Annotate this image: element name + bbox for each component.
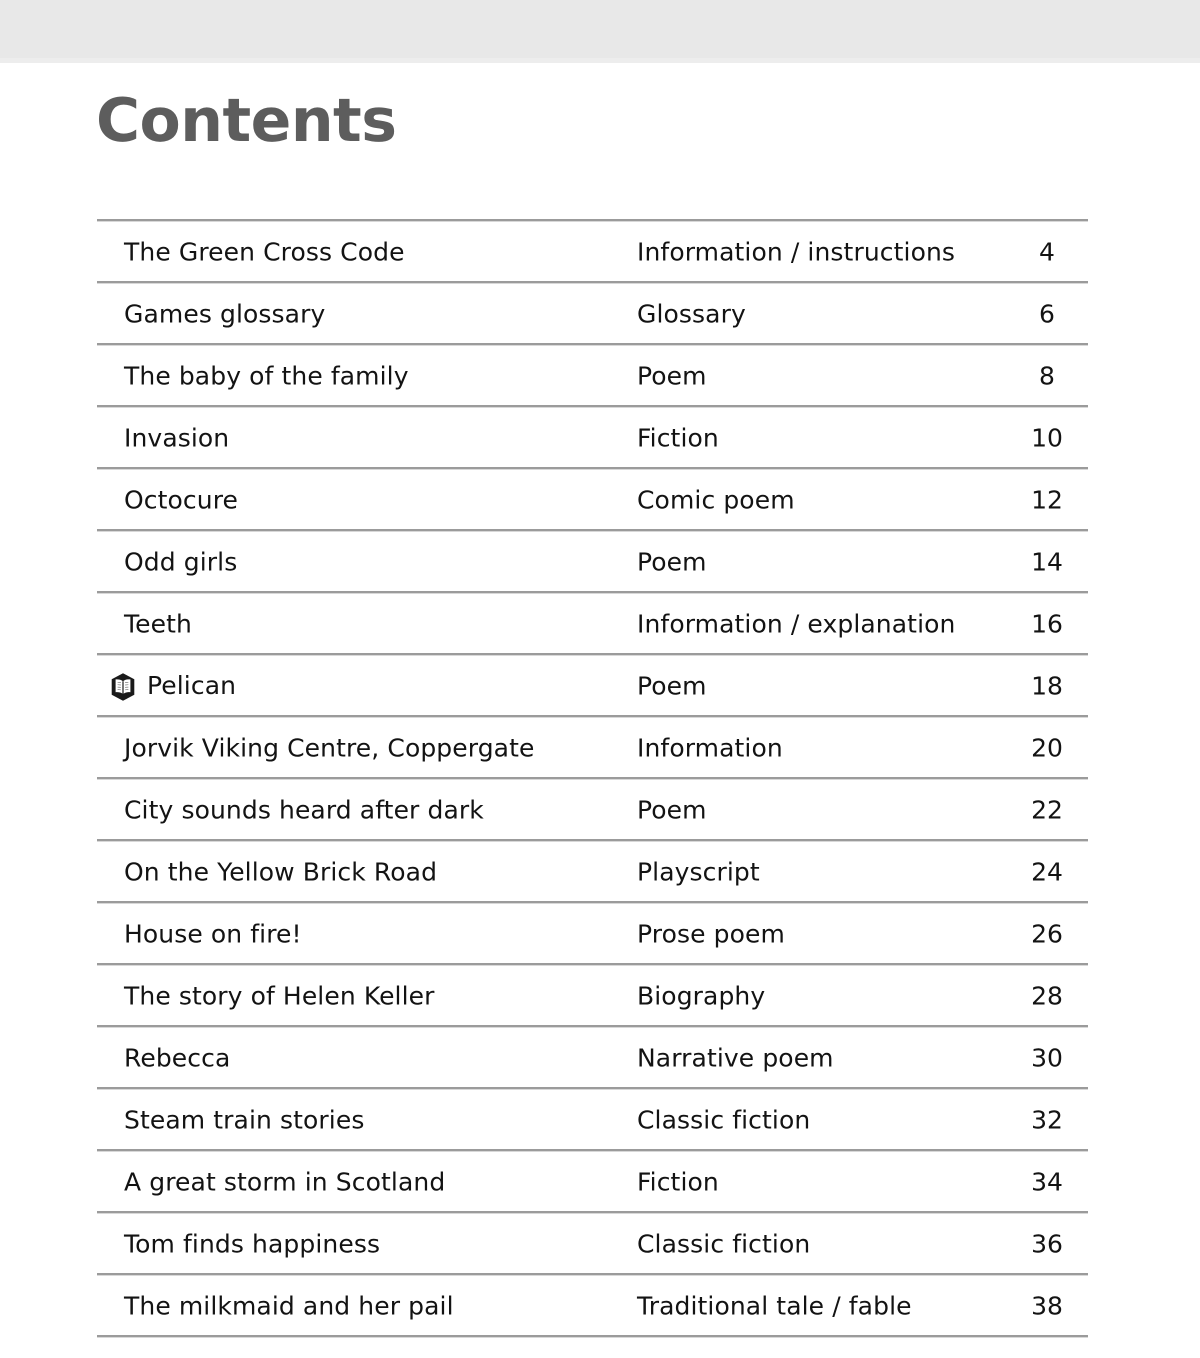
toc-entry-title-text: Pelican — [147, 671, 237, 700]
table-of-contents — [97, 219, 1088, 1338]
toc-entry-page-number: 14 — [1031, 547, 1063, 576]
toc-entry-genre: Poem — [637, 547, 707, 576]
toc-entry-title-text: The baby of the family — [124, 361, 409, 390]
toc-entry-genre: Fiction — [637, 1167, 719, 1196]
toc-entry-page-number: 28 — [1031, 981, 1063, 1010]
toc-entry-genre: Classic fiction — [637, 1229, 811, 1258]
table-row[interactable] — [97, 532, 1088, 591]
toc-entry-title — [124, 733, 534, 762]
toc-entry-title-text: Jorvik Viking Centre, Coppergate — [124, 733, 535, 762]
toc-entry-title — [124, 1043, 230, 1072]
toc-entry-title — [124, 1229, 380, 1258]
toc-entry-genre: Poem — [637, 795, 707, 824]
toc-entry-title-text: On the Yellow Brick Road — [124, 857, 438, 886]
table-row[interactable] — [97, 904, 1088, 963]
toc-entry-genre: Poem — [637, 361, 707, 390]
toc-entry-genre: Biography — [637, 981, 766, 1010]
toc-entry-title — [108, 671, 236, 701]
toc-entry-page-number: 10 — [1031, 423, 1063, 452]
toc-entry-title — [124, 1291, 454, 1320]
toc-entry-genre: Classic fiction — [637, 1105, 811, 1134]
document-page — [0, 63, 1200, 1358]
toc-entry-title — [124, 1105, 364, 1134]
toc-entry-title — [124, 237, 405, 266]
toc-entry-title-text: Steam train stories — [124, 1105, 365, 1134]
table-row[interactable] — [97, 284, 1088, 343]
table-row[interactable] — [97, 1152, 1088, 1211]
toc-entry-title — [124, 361, 409, 390]
open-book-icon — [108, 672, 138, 702]
toc-entry-title-text: A great storm in Scotland — [124, 1167, 446, 1196]
toc-entry-page-number: 26 — [1031, 919, 1063, 948]
toc-entry-genre: Poem — [637, 671, 707, 700]
table-row[interactable] — [97, 346, 1088, 405]
table-row[interactable] — [97, 1276, 1088, 1335]
toc-divider — [97, 1335, 1088, 1338]
toc-entry-title-text: Odd girls — [124, 547, 238, 576]
toc-entry-title — [124, 857, 437, 886]
table-row[interactable] — [97, 1028, 1088, 1087]
toc-entry-page-number: 24 — [1031, 857, 1063, 886]
toc-entry-page-number: 18 — [1031, 671, 1063, 700]
toc-entry-page-number: 12 — [1031, 485, 1063, 514]
toc-entry-page-number: 22 — [1031, 795, 1063, 824]
table-row[interactable] — [97, 594, 1088, 653]
toc-entry-genre: Information / explanation — [637, 609, 956, 638]
toc-entry-title — [124, 1167, 445, 1196]
toc-entry-title-text: The milkmaid and her pail — [124, 1291, 454, 1320]
table-row[interactable] — [97, 222, 1088, 281]
toc-entry-title — [124, 299, 325, 328]
toc-entry-genre: Traditional tale / fable — [637, 1291, 912, 1320]
toc-entry-title — [124, 919, 302, 948]
table-row[interactable] — [97, 718, 1088, 777]
toc-entry-page-number: 36 — [1031, 1229, 1063, 1258]
toc-entry-page-number: 32 — [1031, 1105, 1063, 1134]
table-row[interactable] — [97, 1214, 1088, 1273]
toc-entry-genre: Fiction — [637, 423, 719, 452]
toc-entry-title — [124, 423, 229, 452]
toc-entry-title — [124, 795, 484, 824]
toc-entry-genre: Comic poem — [637, 485, 795, 514]
table-row[interactable] — [97, 656, 1088, 715]
table-row[interactable] — [97, 780, 1088, 839]
toc-entry-page-number: 20 — [1031, 733, 1063, 762]
toc-entry-title — [124, 981, 435, 1010]
toc-entry-title-text: Tom finds happiness — [124, 1229, 381, 1258]
toc-entry-page-number: 30 — [1031, 1043, 1063, 1072]
toc-entry-page-number: 34 — [1031, 1167, 1063, 1196]
toc-entry-title-text: The story of Helen Keller — [124, 981, 435, 1010]
toc-entry-title-text: Invasion — [124, 423, 230, 452]
toc-entry-title-text: House on fire! — [124, 919, 302, 948]
table-row[interactable] — [97, 966, 1088, 1025]
table-row[interactable] — [97, 842, 1088, 901]
toc-entry-genre: Glossary — [637, 299, 746, 328]
page-title: Contents — [96, 86, 397, 156]
toc-entry-title — [124, 547, 237, 576]
toc-entry-genre: Playscript — [637, 857, 760, 886]
toc-entry-title-text: The Green Cross Code — [124, 237, 405, 266]
toc-entry-title — [124, 609, 192, 638]
toc-entry-page-number: 4 — [1039, 237, 1055, 266]
toc-entry-genre: Information / instructions — [637, 237, 956, 266]
table-row[interactable] — [97, 1090, 1088, 1149]
toc-entry-title-text: Games glossary — [124, 299, 326, 328]
toc-entry-title-text: Rebecca — [124, 1043, 231, 1072]
toc-entry-genre: Information — [637, 733, 783, 762]
toc-entry-title — [124, 485, 238, 514]
table-row[interactable] — [97, 470, 1088, 529]
toc-entry-title-text: Teeth — [124, 609, 192, 638]
viewer-toolbar — [0, 0, 1200, 58]
toc-entry-genre: Prose poem — [637, 919, 785, 948]
toc-entry-page-number: 16 — [1031, 609, 1063, 638]
toc-entry-genre: Narrative poem — [637, 1043, 834, 1072]
toc-entry-page-number: 6 — [1039, 299, 1055, 328]
toc-entry-title-text: Octocure — [124, 485, 239, 514]
toc-entry-page-number: 38 — [1031, 1291, 1063, 1320]
toc-entry-page-number: 8 — [1039, 361, 1055, 390]
toc-entry-title-text: City sounds heard after dark — [124, 795, 484, 824]
table-row[interactable] — [97, 408, 1088, 467]
